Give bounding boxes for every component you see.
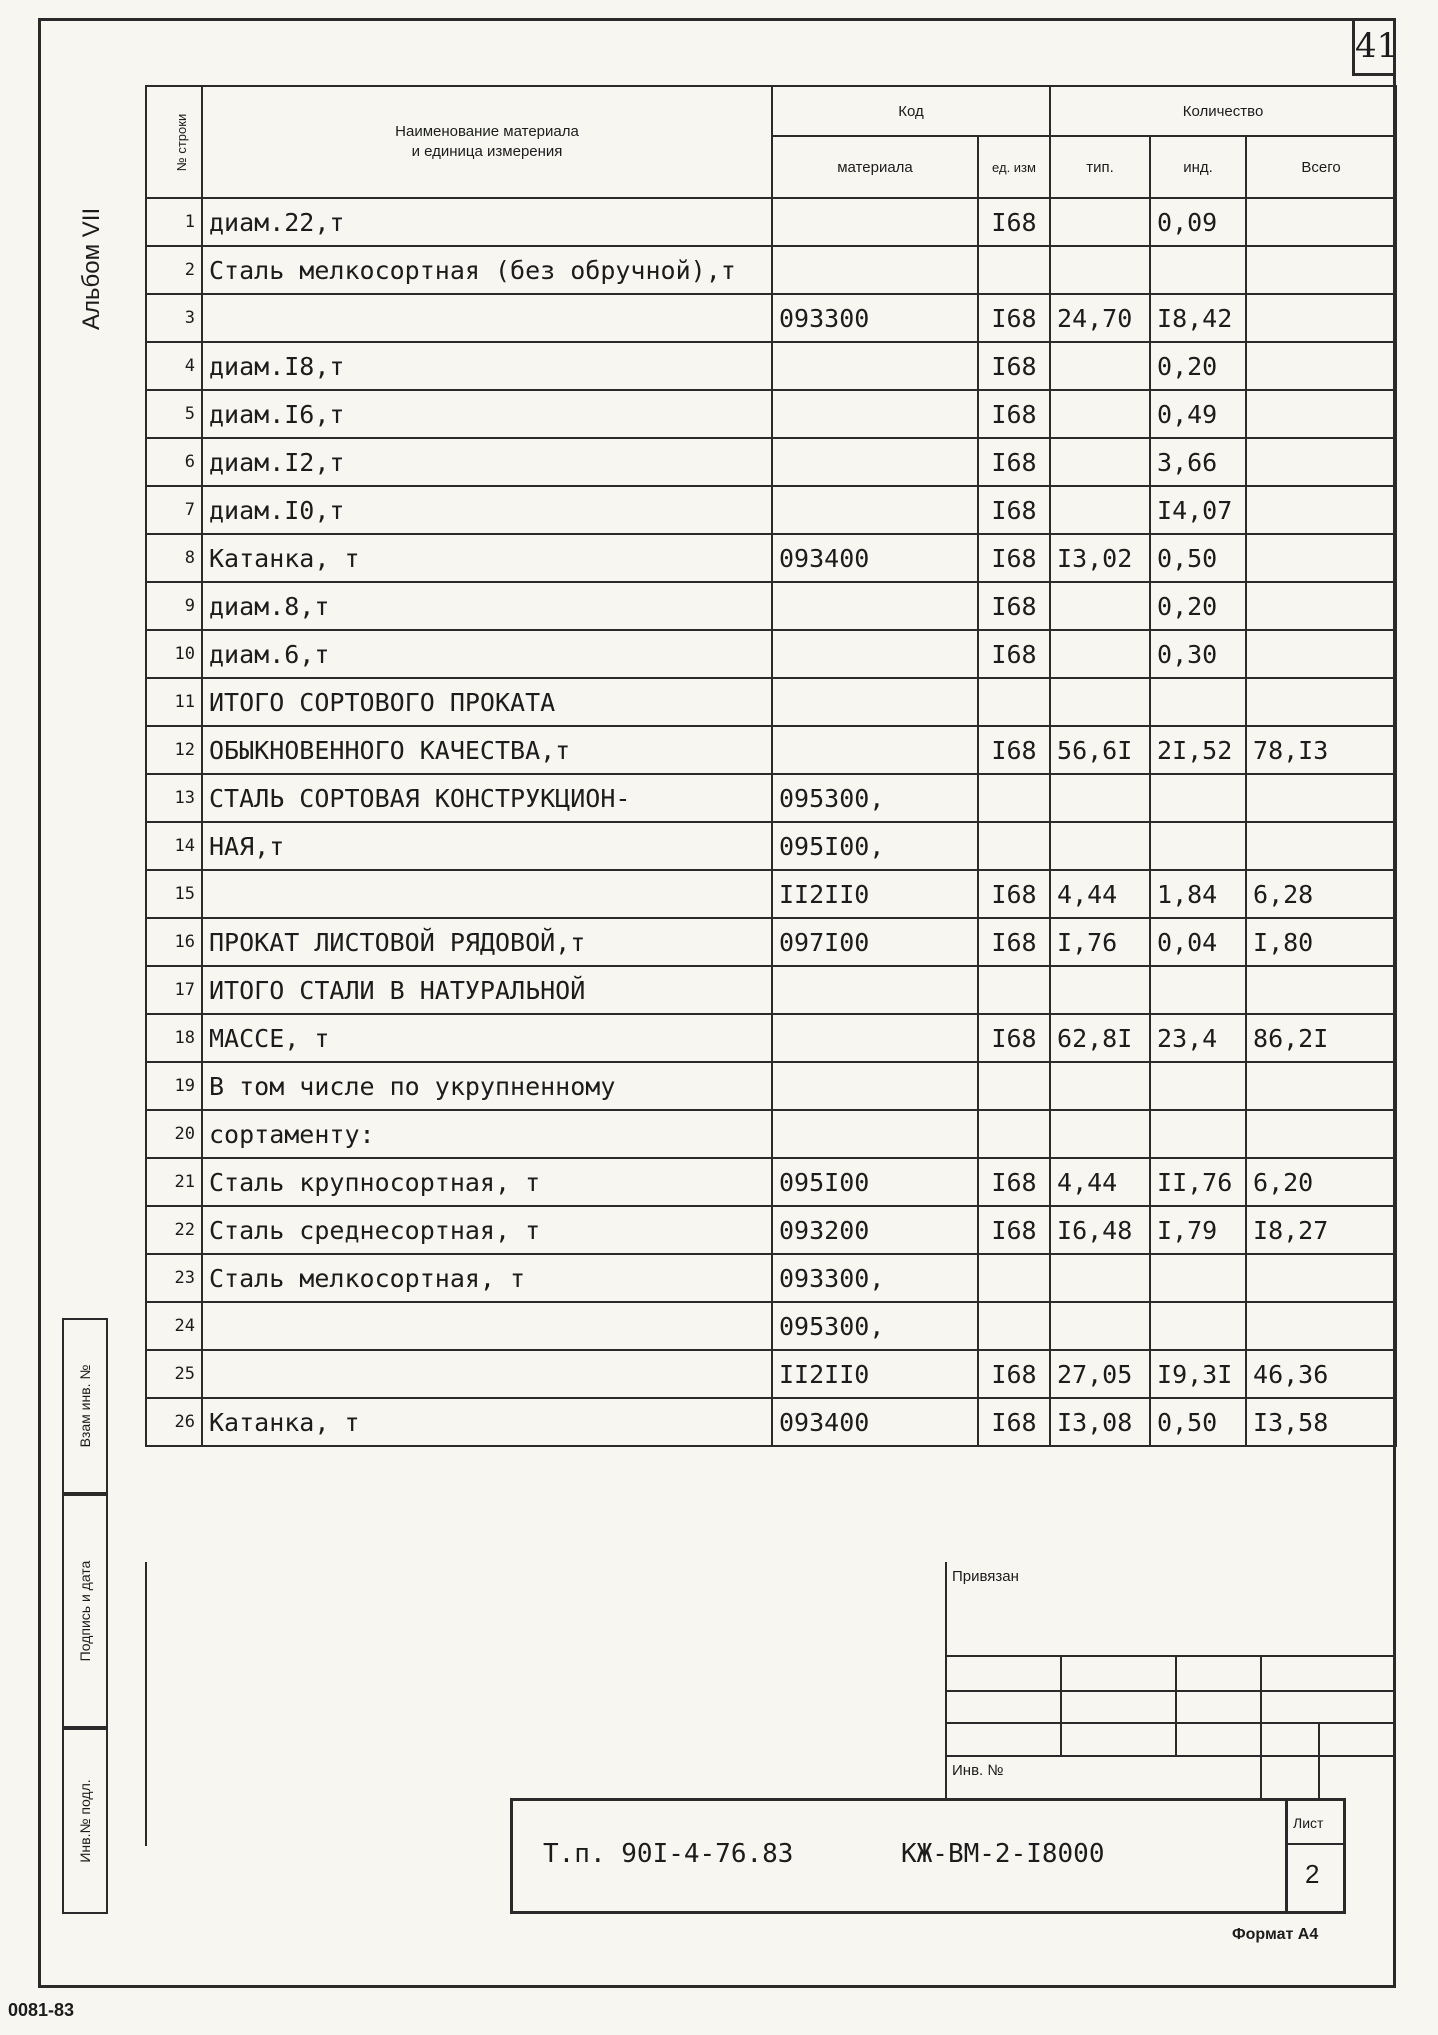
qty-ind: 0,50 — [1150, 534, 1246, 582]
material-code — [772, 438, 978, 486]
table-row — [146, 1206, 1396, 1254]
table-row — [146, 1302, 1396, 1350]
unit-code: I68 — [978, 1350, 1050, 1398]
qty-ind: 0,30 — [1150, 630, 1246, 678]
qty-total: 6,28 — [1246, 870, 1396, 918]
material-name: ИТОГО СОРТОВОГО ПРОКАТА — [202, 678, 772, 726]
unit-code: I68 — [978, 870, 1050, 918]
sheet-number: 2 — [1305, 1859, 1320, 1889]
format-label: Формат А4 — [1232, 1926, 1319, 1943]
qty-typ — [1050, 774, 1150, 822]
table-row — [146, 1062, 1396, 1110]
qty-total — [1246, 534, 1396, 582]
material-code — [772, 1110, 978, 1158]
qty-typ: 62,8I — [1050, 1014, 1150, 1062]
qty-total — [1246, 630, 1396, 678]
row-number: 12 — [146, 726, 202, 774]
qty-total — [1246, 1254, 1396, 1302]
qty-total — [1246, 342, 1396, 390]
qty-total: 78,I3 — [1246, 726, 1396, 774]
material-code: II2II0 — [772, 870, 978, 918]
header-code-unit: ед. изм — [978, 136, 1050, 198]
table-row — [146, 582, 1396, 630]
unit-code — [978, 678, 1050, 726]
material-code — [772, 246, 978, 294]
side-col-inv-podl — [62, 1728, 108, 1914]
unit-code — [978, 774, 1050, 822]
material-code — [772, 582, 978, 630]
qty-total — [1246, 390, 1396, 438]
qty-typ — [1050, 246, 1150, 294]
unit-code: I68 — [978, 1206, 1050, 1254]
table-row — [146, 198, 1396, 246]
material-code: 097I00 — [772, 918, 978, 966]
qty-typ — [1050, 1254, 1150, 1302]
row-number: 11 — [146, 678, 202, 726]
header-qty-total: Всего — [1246, 136, 1396, 198]
material-code — [772, 486, 978, 534]
qty-ind: I9,3I — [1150, 1350, 1246, 1398]
material-name: Сталь мелкосортная, т — [202, 1254, 772, 1302]
qty-typ — [1050, 1302, 1150, 1350]
unit-code — [978, 822, 1050, 870]
table-row — [146, 390, 1396, 438]
row-number: 17 — [146, 966, 202, 1014]
bottom-code: 0081-83 — [8, 2000, 75, 2020]
qty-typ — [1050, 342, 1150, 390]
unit-code: I68 — [978, 486, 1050, 534]
material-name: МАССЕ, т — [202, 1014, 772, 1062]
header-row-no: № строки — [146, 86, 202, 198]
row-number: 4 — [146, 342, 202, 390]
qty-ind — [1150, 966, 1246, 1014]
row-number: 13 — [146, 774, 202, 822]
qty-typ — [1050, 1110, 1150, 1158]
qty-total — [1246, 1062, 1396, 1110]
material-name: диам.I0,т — [202, 486, 772, 534]
material-name: диам.8,т — [202, 582, 772, 630]
row-number: 9 — [146, 582, 202, 630]
qty-total — [1246, 582, 1396, 630]
material-code: 093300 — [772, 294, 978, 342]
unit-code: I68 — [978, 1398, 1050, 1446]
row-number: 24 — [146, 1302, 202, 1350]
stamp-privyazan: Привязан — [952, 1568, 1019, 1585]
row-number: 1 — [146, 198, 202, 246]
qty-typ: 27,05 — [1050, 1350, 1150, 1398]
qty-typ — [1050, 966, 1150, 1014]
material-name: диам.22,т — [202, 198, 772, 246]
table-row — [146, 1350, 1396, 1398]
side-col-podpis — [62, 1494, 108, 1728]
side-label-vzam: Взам инв. № — [77, 1364, 93, 1448]
unit-code: I68 — [978, 630, 1050, 678]
material-name: диам.I6,т — [202, 390, 772, 438]
material-name: ОБЫКНОВЕННОГО КАЧЕСТВА,т — [202, 726, 772, 774]
qty-typ — [1050, 582, 1150, 630]
qty-total: I,80 — [1246, 918, 1396, 966]
table-row — [146, 774, 1396, 822]
sheet-corner-number: 41 — [1352, 18, 1396, 76]
table-row — [146, 870, 1396, 918]
row-number: 23 — [146, 1254, 202, 1302]
row-number: 10 — [146, 630, 202, 678]
row-number: 19 — [146, 1062, 202, 1110]
unit-code: I68 — [978, 1014, 1050, 1062]
qty-typ — [1050, 630, 1150, 678]
material-name: Катанка, т — [202, 1398, 772, 1446]
material-name — [202, 870, 772, 918]
qty-total: 46,36 — [1246, 1350, 1396, 1398]
qty-total: I3,58 — [1246, 1398, 1396, 1446]
material-name: диам.6,т — [202, 630, 772, 678]
qty-typ: 56,6I — [1050, 726, 1150, 774]
table-row — [146, 726, 1396, 774]
title-block — [510, 1798, 1346, 1914]
material-name: Катанка, т — [202, 534, 772, 582]
table-row — [146, 918, 1396, 966]
material-code: 093400 — [772, 1398, 978, 1446]
material-name: Сталь среднесортная, т — [202, 1206, 772, 1254]
material-code — [772, 198, 978, 246]
qty-typ — [1050, 678, 1150, 726]
table-row — [146, 1254, 1396, 1302]
table-row — [146, 486, 1396, 534]
qty-total: 86,2I — [1246, 1014, 1396, 1062]
table-row — [146, 342, 1396, 390]
material-code: 093300, — [772, 1254, 978, 1302]
qty-ind: 0,20 — [1150, 342, 1246, 390]
qty-ind: 0,20 — [1150, 582, 1246, 630]
table-row — [146, 1158, 1396, 1206]
material-name: Сталь мелкосортная (без обручной),т — [202, 246, 772, 294]
header-name: Наименование материала и единица измерения — [202, 86, 772, 198]
side-label-inv-podl: Инв.№ подл. — [77, 1779, 93, 1863]
materials-table — [145, 85, 1397, 1447]
qty-total — [1246, 822, 1396, 870]
qty-ind — [1150, 774, 1246, 822]
qty-ind — [1150, 678, 1246, 726]
qty-ind: II,76 — [1150, 1158, 1246, 1206]
material-name: ИТОГО СТАЛИ В НАТУРАЛЬНОЙ — [202, 966, 772, 1014]
qty-ind: 3,66 — [1150, 438, 1246, 486]
row-number: 25 — [146, 1350, 202, 1398]
row-number: 7 — [146, 486, 202, 534]
table-row — [146, 1014, 1396, 1062]
material-name: Сталь крупносортная, т — [202, 1158, 772, 1206]
qty-typ — [1050, 438, 1150, 486]
material-code — [772, 1062, 978, 1110]
material-name: НАЯ,т — [202, 822, 772, 870]
qty-ind — [1150, 1254, 1246, 1302]
material-name: сортаменту: — [202, 1110, 772, 1158]
material-code — [772, 1014, 978, 1062]
qty-typ — [1050, 1062, 1150, 1110]
qty-ind: 0,49 — [1150, 390, 1246, 438]
table-row — [146, 438, 1396, 486]
unit-code: I68 — [978, 438, 1050, 486]
header-qty-typ: тип. — [1050, 136, 1150, 198]
header-code: Код — [772, 86, 1050, 136]
side-col-vzam — [62, 1318, 108, 1494]
material-code: 093200 — [772, 1206, 978, 1254]
qty-typ: 4,44 — [1050, 870, 1150, 918]
material-name: диам.I8,т — [202, 342, 772, 390]
unit-code: I68 — [978, 294, 1050, 342]
qty-total — [1246, 1110, 1396, 1158]
row-number: 16 — [146, 918, 202, 966]
qty-total — [1246, 1302, 1396, 1350]
qty-total — [1246, 966, 1396, 1014]
stamp-inv-no: Инв. № — [952, 1762, 1004, 1779]
qty-ind: 2I,52 — [1150, 726, 1246, 774]
qty-ind: 23,4 — [1150, 1014, 1246, 1062]
qty-typ: 4,44 — [1050, 1158, 1150, 1206]
unit-code — [978, 1254, 1050, 1302]
material-name: СТАЛЬ СОРТОВАЯ КОНСТРУКЦИОН- — [202, 774, 772, 822]
qty-total — [1246, 486, 1396, 534]
qty-ind: I8,42 — [1150, 294, 1246, 342]
material-code: 095I00 — [772, 1158, 978, 1206]
unit-code: I68 — [978, 342, 1050, 390]
material-name — [202, 1350, 772, 1398]
qty-ind: 1,84 — [1150, 870, 1246, 918]
qty-total — [1246, 198, 1396, 246]
unit-code: I68 — [978, 1158, 1050, 1206]
row-number: 14 — [146, 822, 202, 870]
material-code — [772, 678, 978, 726]
row-number: 15 — [146, 870, 202, 918]
header-code-material: материала — [772, 136, 978, 198]
side-label-podpis: Подпись и дата — [77, 1560, 93, 1662]
unit-code: I68 — [978, 582, 1050, 630]
material-code: 093400 — [772, 534, 978, 582]
qty-total — [1246, 774, 1396, 822]
material-code: 095300, — [772, 1302, 978, 1350]
qty-total — [1246, 438, 1396, 486]
table-row — [146, 630, 1396, 678]
qty-typ: I,76 — [1050, 918, 1150, 966]
document-code: КЖ-ВМ-2-I8000 — [901, 1839, 1105, 1869]
qty-ind: 0,04 — [1150, 918, 1246, 966]
row-number: 5 — [146, 390, 202, 438]
table-row — [146, 966, 1396, 1014]
qty-ind — [1150, 822, 1246, 870]
qty-typ — [1050, 390, 1150, 438]
qty-total — [1246, 294, 1396, 342]
qty-ind: I4,07 — [1150, 486, 1246, 534]
material-name: В том числе по укрупненному — [202, 1062, 772, 1110]
unit-code: I68 — [978, 918, 1050, 966]
material-code — [772, 630, 978, 678]
row-number: 20 — [146, 1110, 202, 1158]
unit-code — [978, 1062, 1050, 1110]
qty-ind: 0,09 — [1150, 198, 1246, 246]
qty-typ: I3,02 — [1050, 534, 1150, 582]
header-qty-ind: инд. — [1150, 136, 1246, 198]
sheet-label: Лист — [1293, 1815, 1324, 1831]
qty-ind — [1150, 1302, 1246, 1350]
material-name — [202, 294, 772, 342]
row-number: 2 — [146, 246, 202, 294]
row-number: 18 — [146, 1014, 202, 1062]
qty-typ — [1050, 822, 1150, 870]
material-name: ПРОКАТ ЛИСТОВОЙ РЯДОВОЙ,т — [202, 918, 772, 966]
unit-code: I68 — [978, 198, 1050, 246]
qty-ind — [1150, 1062, 1246, 1110]
qty-typ: I3,08 — [1050, 1398, 1150, 1446]
material-code: 095300, — [772, 774, 978, 822]
table-row — [146, 678, 1396, 726]
qty-total — [1246, 678, 1396, 726]
row-number: 6 — [146, 438, 202, 486]
material-code: 095I00, — [772, 822, 978, 870]
table-row — [146, 1110, 1396, 1158]
material-name — [202, 1302, 772, 1350]
row-number: 8 — [146, 534, 202, 582]
qty-typ — [1050, 198, 1150, 246]
qty-total: 6,20 — [1246, 1158, 1396, 1206]
unit-code: I68 — [978, 390, 1050, 438]
unit-code — [978, 1302, 1050, 1350]
material-code — [772, 342, 978, 390]
table-row — [146, 534, 1396, 582]
unit-code: I68 — [978, 726, 1050, 774]
material-code — [772, 390, 978, 438]
table-row — [146, 294, 1396, 342]
row-number: 22 — [146, 1206, 202, 1254]
material-code: II2II0 — [772, 1350, 978, 1398]
material-name: диам.I2,т — [202, 438, 772, 486]
qty-ind — [1150, 1110, 1246, 1158]
qty-ind — [1150, 246, 1246, 294]
qty-ind: 0,50 — [1150, 1398, 1246, 1446]
row-number: 21 — [146, 1158, 202, 1206]
project-number: Т.п. 90I-4-76.83 — [543, 1839, 794, 1869]
table-row — [146, 822, 1396, 870]
row-number: 26 — [146, 1398, 202, 1446]
qty-total — [1246, 246, 1396, 294]
unit-code — [978, 966, 1050, 1014]
unit-code — [978, 1110, 1050, 1158]
album-label: Альбом VII — [78, 207, 105, 330]
unit-code: I68 — [978, 534, 1050, 582]
material-code — [772, 726, 978, 774]
table-row — [146, 246, 1396, 294]
material-code — [772, 966, 978, 1014]
qty-typ: I6,48 — [1050, 1206, 1150, 1254]
header-quantity: Количество — [1050, 86, 1396, 136]
row-number: 3 — [146, 294, 202, 342]
qty-ind: I,79 — [1150, 1206, 1246, 1254]
unit-code — [978, 246, 1050, 294]
qty-typ — [1050, 486, 1150, 534]
table-row — [146, 1398, 1396, 1446]
qty-typ: 24,70 — [1050, 294, 1150, 342]
qty-total: I8,27 — [1246, 1206, 1396, 1254]
